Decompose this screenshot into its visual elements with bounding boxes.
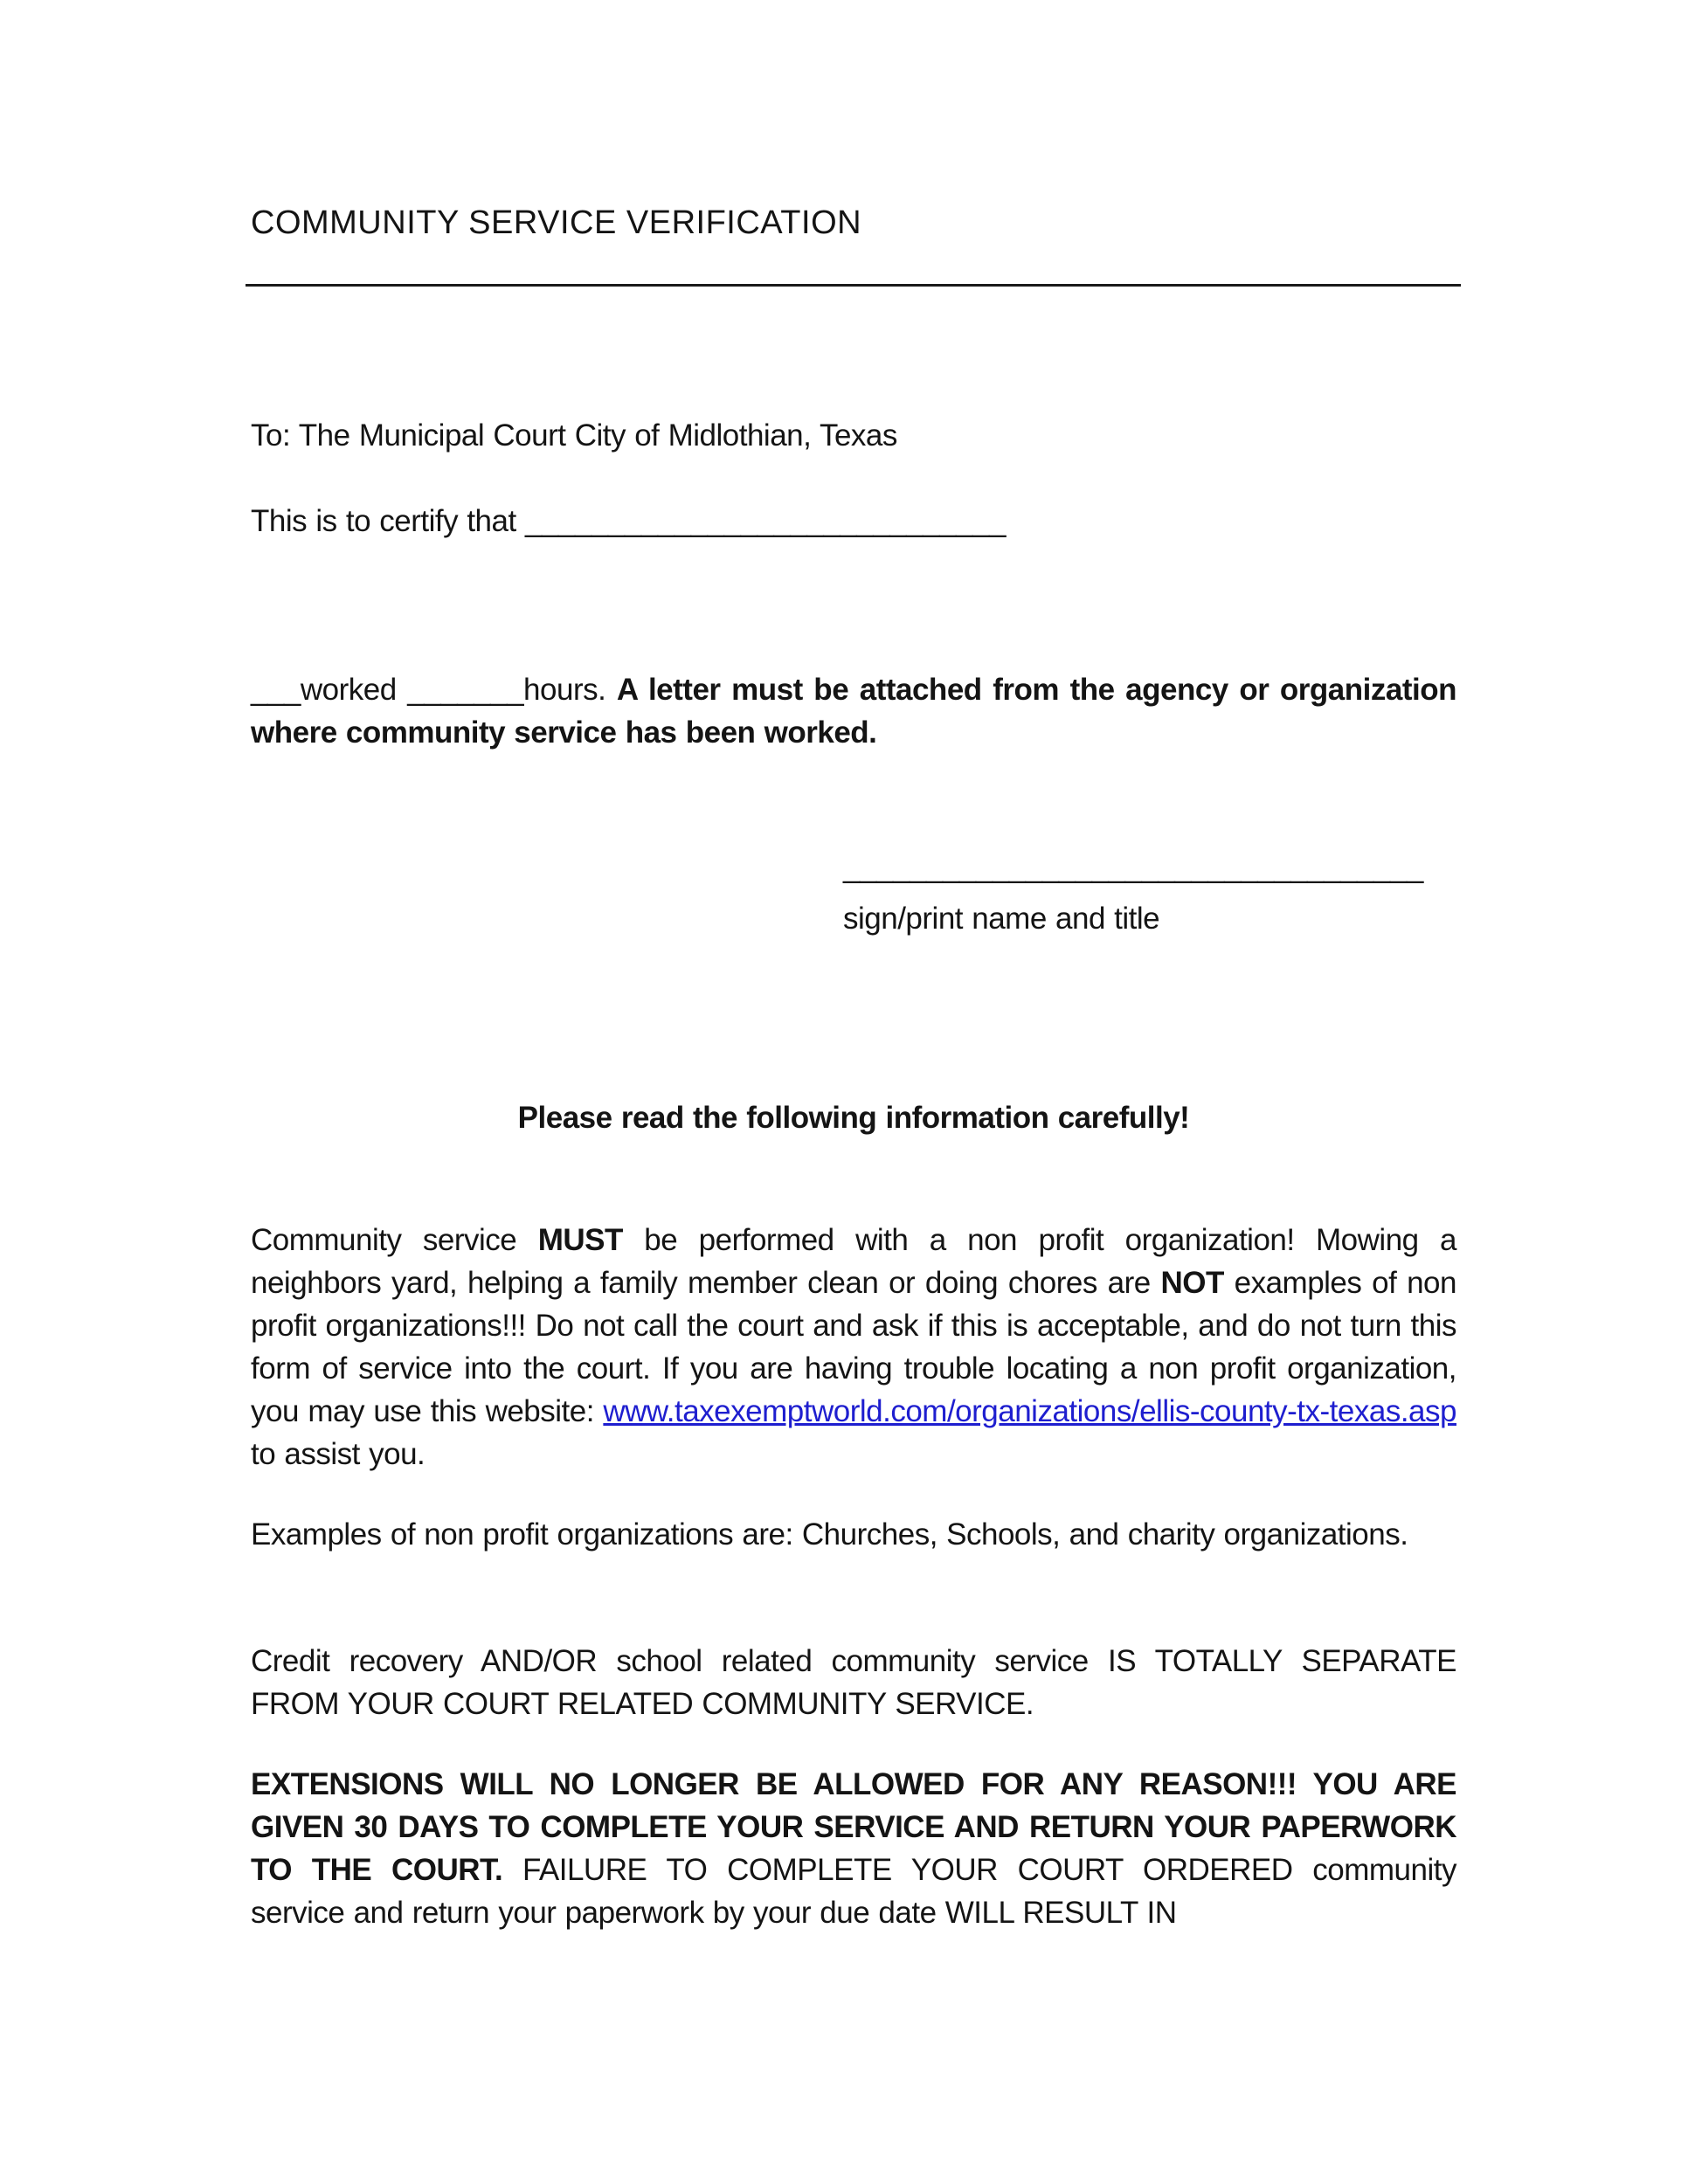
text-run: ___worked _______hours. — [251, 673, 617, 707]
info-paragraph-credit-recovery — [251, 1640, 1456, 1725]
text-run: MUST — [537, 1223, 623, 1257]
text-run: EXTENSIONS WILL NO LONGER BE ALLOWED FOR ANY REASON!!! YOU ARE GIVEN 30 DAYS TO COMPLETE YOUR SERVICE AND RETURN YOUR PAPERWORK TO THE COURT. — [251, 1767, 1456, 1887]
text-run: be performed with a non profit organization! Mowing a neighbors yard, helping a family member clean or doing chores are — [251, 1223, 1457, 1300]
notice-heading: Please read the following information carefully! — [517, 1101, 1190, 1135]
certify-text: This is to certify that — [251, 504, 525, 538]
info-paragraph-extensions — [251, 1763, 1456, 1934]
text-run: examples of non profit organizations!!! Do not call the court and ask if this is acceptable, and do not turn this form of service into the court. If you are having trouble locating a non profit organization, you may use this website: — [251, 1266, 1456, 1428]
certify-fill-blank: _____________________________ — [524, 504, 1006, 538]
document-title: COMMUNITY SERVICE VERIFICATION — [251, 204, 862, 241]
title-divider — [246, 284, 1461, 287]
info-paragraph-examples — [251, 1513, 1456, 1556]
text-run: FAILURE TO COMPLETE YOUR COURT ORDERED community service and return your paperwork by your due date WILL RESULT IN — [251, 1853, 1456, 1930]
certify-line — [251, 500, 1456, 543]
text-run: Credit recovery AND/OR school related community service IS TOTALLY SEPARATE FROM YOUR COURT RELATED COMMUNITY SERVICE. — [251, 1644, 1456, 1721]
text-run: A letter must be attached from the agency or organization where community service has been worked. — [251, 673, 1456, 750]
hyperlink-url[interactable]: www.taxexemptworld.com/organizations/ellis-county-tx-texas.asp — [603, 1394, 1456, 1428]
info-paragraph-nonprofit — [251, 1219, 1456, 1476]
worked-hours-paragraph — [251, 668, 1456, 754]
signature-label: sign/print name and title — [843, 902, 1160, 936]
text-run: to assist you. — [251, 1437, 425, 1471]
signature-fill-blank: ___________________________________ — [843, 850, 1423, 884]
signature-line — [843, 846, 1455, 888]
text-run: Examples of non profit organizations are: Churches, Schools, and charity organizations. — [251, 1517, 1408, 1552]
text-run: Community service — [251, 1223, 538, 1257]
text-run: NOT — [1160, 1266, 1224, 1300]
addressee-line: To: The Municipal Court City of Midlothian, Texas — [251, 418, 897, 453]
